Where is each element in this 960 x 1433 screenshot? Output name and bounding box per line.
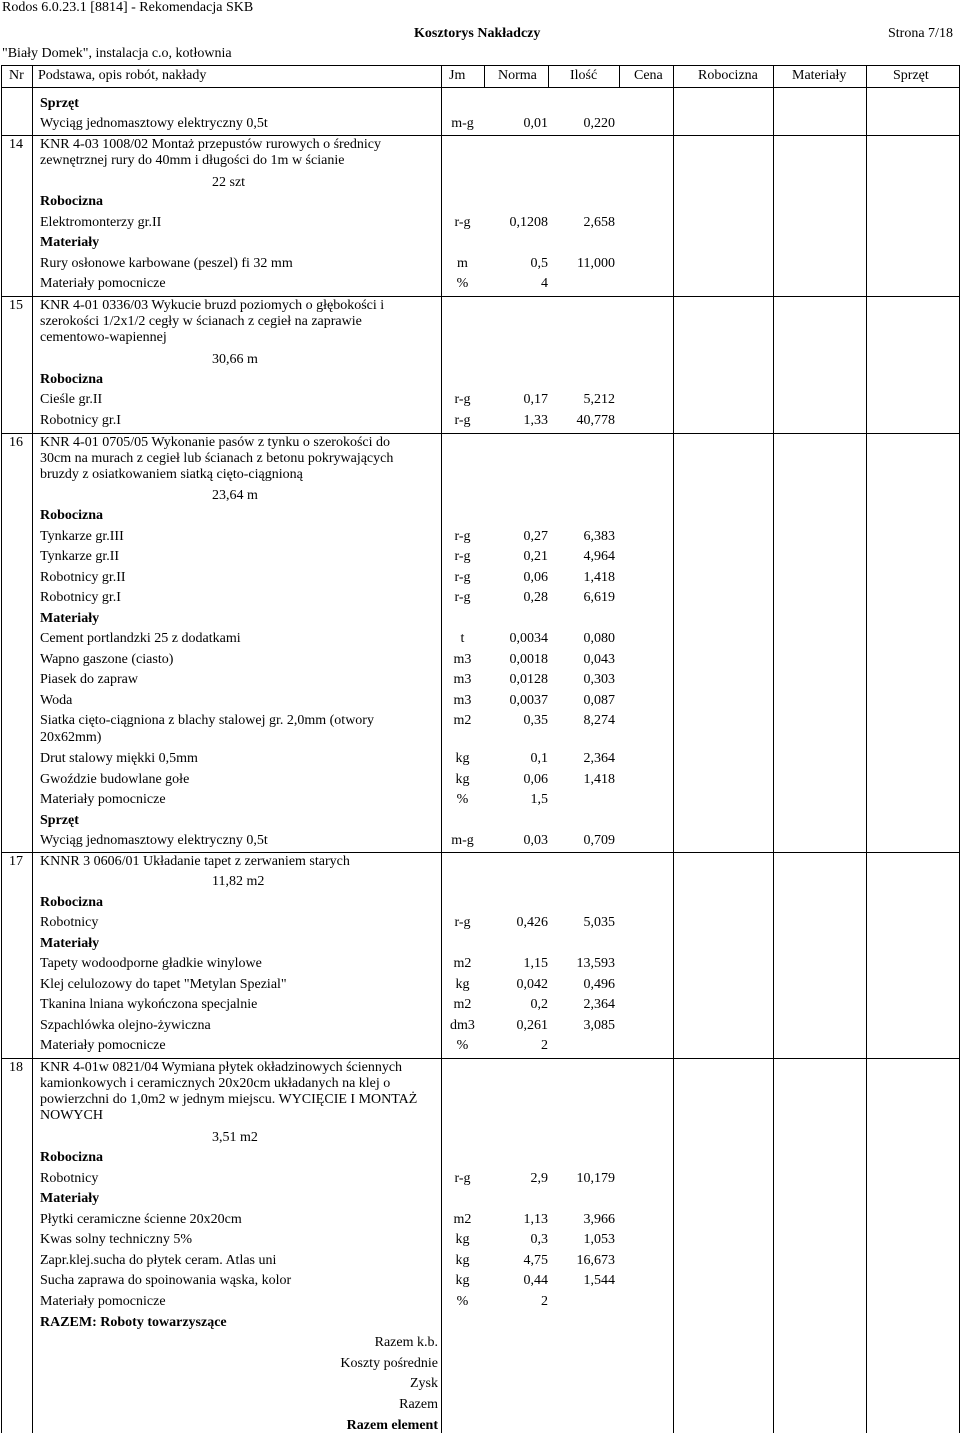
resource-quantity: 1,053	[583, 1232, 615, 1247]
resource-unit: r-g	[454, 215, 471, 230]
section-heading: Sprzęt	[40, 96, 79, 111]
resource-quantity: 4,964	[583, 549, 615, 564]
col-sprzet: Sprzęt	[893, 68, 929, 83]
resource-unit: kg	[455, 1253, 470, 1268]
resource-name: Woda	[40, 693, 73, 708]
resource-unit: r-g	[454, 549, 471, 564]
col-description: Podstawa, opis robót, nakłady	[38, 68, 207, 83]
col-robocizna: Robocizna	[698, 68, 758, 83]
header-cell-divider	[619, 65, 620, 87]
position-description: kamionkowych i ceramicznych 20x20cm układanych na klej o	[40, 1076, 391, 1091]
resource-name: Cieśle gr.II	[40, 392, 103, 407]
resource-name: Materiały pomocnicze	[40, 276, 166, 291]
resource-norm: 0,0034	[509, 631, 548, 646]
col-nr: Nr	[9, 68, 24, 83]
resource-norm: 0,042	[516, 977, 548, 992]
section-heading: Materiały	[40, 1191, 100, 1206]
resource-name: Tynkarze gr.II	[40, 549, 120, 564]
resource-quantity: 1,418	[583, 772, 615, 787]
project-name: "Biały Domek", instalacja c.o, kotłownia	[2, 46, 232, 61]
resource-unit: m2	[453, 1212, 472, 1227]
resource-name-cont: 20x62mm)	[40, 730, 102, 745]
resource-norm: 2	[541, 1038, 548, 1053]
column-divider	[32, 87, 33, 1433]
resource-quantity: 5,212	[583, 392, 615, 407]
resource-name: Tapety wodoodporne gładkie winylowe	[40, 956, 262, 971]
resource-unit: m-g	[451, 833, 474, 848]
position-description: bruzdy z osiatkowaniem siatką cięto-ciągnioną	[40, 467, 303, 482]
resource-name: Kwas solny techniczny 5%	[40, 1232, 193, 1247]
resource-name: Wyciąg jednomasztowy elektryczny 0,5t	[40, 116, 268, 131]
resource-norm: 4	[541, 276, 548, 291]
resource-name: Materiały pomocnicze	[40, 792, 166, 807]
resource-quantity: 6,619	[583, 590, 615, 605]
document-title: Kosztorys Nakładczy	[414, 26, 541, 41]
position-description: powierzchni do 1,0m2 w jednym miejscu. WYCIĘCIE I MONTAŻ	[40, 1092, 418, 1107]
resource-name: Klej celulozowy do tapet "Metylan Spezial"	[40, 977, 287, 992]
resource-norm: 0,1	[530, 751, 548, 766]
position-description: KNR 4-03 1008/02 Montaż przepustów rurowych o średnicy	[40, 137, 381, 152]
page-number: Strona 7/18	[888, 26, 953, 41]
header-cell-divider	[773, 65, 774, 87]
resource-quantity: 1,544	[583, 1273, 615, 1288]
section-heading: Materiały	[40, 936, 100, 951]
resource-unit: m-g	[451, 116, 474, 131]
resource-quantity: 11,000	[577, 256, 615, 271]
resource-quantity: 3,085	[583, 1018, 615, 1033]
resource-unit: m2	[453, 713, 472, 728]
position-number: 16	[9, 435, 23, 450]
resource-norm: 0,1208	[509, 215, 548, 230]
header-cell-divider	[32, 65, 33, 87]
resource-norm: 0,06	[523, 570, 548, 585]
resource-quantity: 10,179	[576, 1171, 615, 1186]
position-separator	[1, 1058, 960, 1059]
resource-unit: r-g	[454, 915, 471, 930]
resource-name: Płytki ceramiczne ścienne 20x20cm	[40, 1212, 242, 1227]
section-heading: Robocizna	[40, 895, 103, 910]
summary-label: Zysk	[410, 1376, 438, 1391]
resource-name: Zapr.klej.sucha do płytek ceram. Atlas uni	[40, 1253, 277, 1268]
resource-norm: 2	[541, 1294, 548, 1309]
resource-unit: r-g	[454, 590, 471, 605]
resource-name: Elektromonterzy gr.II	[40, 215, 162, 230]
resource-norm: 0,426	[516, 915, 548, 930]
position-quantity: 22 szt	[212, 175, 246, 190]
resource-unit: dm3	[450, 1018, 475, 1033]
resource-unit: r-g	[454, 392, 471, 407]
header-cell-divider	[1, 65, 2, 87]
position-number: 18	[9, 1060, 23, 1075]
position-description: szerokości 1/2x1/2 cegły w ścianach z cegieł na zaprawie	[40, 314, 362, 329]
summary-label: Koszty pośrednie	[340, 1356, 438, 1371]
resource-name: Gwoździe budowlane gołe	[40, 772, 190, 787]
resource-unit: t	[460, 631, 465, 646]
section-heading: Materiały	[40, 611, 100, 626]
resource-unit: m3	[453, 672, 472, 687]
resource-norm: 0,03	[523, 833, 548, 848]
header-cell-divider	[441, 65, 442, 87]
position-description: NOWYCH	[40, 1108, 103, 1123]
col-jm: Jm	[449, 68, 466, 83]
resource-quantity: 0,303	[583, 672, 615, 687]
position-number: 14	[9, 137, 23, 152]
resource-norm: 0,27	[523, 529, 548, 544]
column-divider	[673, 87, 674, 1433]
resource-quantity: 6,383	[583, 529, 615, 544]
position-separator	[1, 135, 960, 136]
resource-norm: 0,0018	[509, 652, 548, 667]
resource-name: Szpachlówka olejno-żywiczna	[40, 1018, 211, 1033]
resource-quantity: 2,364	[583, 751, 615, 766]
resource-quantity: 0,496	[583, 977, 615, 992]
resource-unit: r-g	[454, 1171, 471, 1186]
resource-norm: 0,17	[523, 392, 548, 407]
resource-unit: r-g	[454, 570, 471, 585]
header-cell-divider	[673, 65, 674, 87]
resource-norm: 0,0037	[509, 693, 548, 708]
resource-name: Robotnicy gr.II	[40, 570, 126, 585]
position-description: KNR 4-01 0705/05 Wykonanie pasów z tynku o szerokości do	[40, 435, 391, 450]
resource-unit: r-g	[454, 529, 471, 544]
position-description: zewnętrznej rury do 40mm i długości do 1m w ścianie	[40, 153, 345, 168]
position-separator	[1, 852, 960, 853]
resource-quantity: 1,418	[583, 570, 615, 585]
resource-quantity: 0,709	[583, 833, 615, 848]
col-ilosc: Ilość	[570, 68, 598, 83]
resource-unit: kg	[455, 751, 470, 766]
resource-norm: 2,9	[530, 1171, 548, 1186]
resource-norm: 0,28	[523, 590, 548, 605]
position-quantity: 30,66 m	[212, 352, 258, 367]
resource-norm: 0,44	[523, 1273, 548, 1288]
resource-name: Tkanina lniana wykończona specjalnie	[40, 997, 258, 1012]
col-cena: Cena	[634, 68, 663, 83]
summary-label: Razem element	[346, 1418, 438, 1433]
position-quantity: 3,51 m2	[212, 1130, 258, 1145]
header-cell-divider	[548, 65, 549, 87]
resource-norm: 1,15	[523, 956, 548, 971]
resource-norm: 0,01	[523, 116, 548, 131]
resource-quantity: 3,966	[583, 1212, 615, 1227]
resource-name: Robotnicy gr.I	[40, 590, 121, 605]
header-cell-divider	[866, 65, 867, 87]
resource-quantity: 0,087	[583, 693, 615, 708]
resource-quantity: 13,593	[576, 956, 615, 971]
resource-norm: 4,75	[523, 1253, 548, 1268]
position-quantity: 23,64 m	[212, 488, 258, 503]
resource-norm: 0,35	[523, 713, 548, 728]
resource-norm: 1,33	[523, 413, 548, 428]
resource-quantity: 40,778	[576, 413, 615, 428]
resource-unit: m3	[453, 652, 472, 667]
resource-name: Wapno gaszone (ciasto)	[40, 652, 174, 667]
resource-norm: 0,21	[523, 549, 548, 564]
resource-name: Robotnicy gr.I	[40, 413, 121, 428]
position-separator	[1, 296, 960, 297]
resource-quantity: 2,658	[583, 215, 615, 230]
resource-unit: m2	[453, 956, 472, 971]
section-heading: Sprzęt	[40, 813, 79, 828]
resource-unit: kg	[455, 977, 470, 992]
column-divider	[773, 87, 774, 1433]
resource-name: Siatka cięto-ciągniona z blachy stalowej gr. 2,0mm (otwory	[40, 713, 374, 728]
position-description: KNR 4-01 0336/03 Wykucie bruzd poziomych o głębokości i	[40, 298, 385, 313]
section-heading: Robocizna	[40, 194, 103, 209]
resource-unit: m3	[453, 693, 472, 708]
resource-norm: 1,13	[523, 1212, 548, 1227]
summary-label: Razem k.b.	[374, 1335, 438, 1350]
resource-unit: %	[456, 276, 469, 291]
resource-name: Wyciąg jednomasztowy elektryczny 0,5t	[40, 833, 268, 848]
position-number: 15	[9, 298, 23, 313]
position-number: 17	[9, 854, 23, 869]
position-separator	[1, 433, 960, 434]
resource-unit: kg	[455, 1232, 470, 1247]
position-description: cementowo-wapiennej	[40, 330, 167, 345]
resource-unit: %	[456, 792, 469, 807]
resource-unit: kg	[455, 1273, 470, 1288]
resource-unit: m2	[453, 997, 472, 1012]
position-description: KNR 4-01w 0821/04 Wymiana płytek okładzinowych ściennych	[40, 1060, 403, 1075]
resource-unit: r-g	[454, 413, 471, 428]
section-heading: Robocizna	[40, 508, 103, 523]
col-materialy: Materiały	[792, 68, 847, 83]
resource-unit: %	[456, 1038, 469, 1053]
resource-name: Robotnicy	[40, 915, 99, 930]
header-top-line	[1, 65, 960, 66]
resource-name: Materiały pomocnicze	[40, 1038, 166, 1053]
app-title: Rodos 6.0.23.1 [8814] - Rekomendacja SKB	[2, 0, 254, 15]
resource-norm: 0,3	[530, 1232, 548, 1247]
position-description: KNNR 3 0606/01 Układanie tapet z zerwaniem starych	[40, 854, 350, 869]
resource-name: Piasek do zapraw	[40, 672, 138, 687]
position-description: 30cm na murach z cegieł lub ścianach z betonu pokrywających	[40, 451, 394, 466]
resource-norm: 0,2	[530, 997, 548, 1012]
resource-norm: 0,06	[523, 772, 548, 787]
resource-name: Robotnicy	[40, 1171, 99, 1186]
resource-quantity: 0,080	[583, 631, 615, 646]
col-norma: Norma	[498, 68, 537, 83]
section-heading: Materiały	[40, 235, 100, 250]
resource-unit: kg	[455, 772, 470, 787]
resource-unit: m	[457, 256, 468, 271]
section-heading: RAZEM: Roboty towarzyszące	[40, 1315, 227, 1330]
resource-norm: 0,261	[516, 1018, 548, 1033]
resource-name: Materiały pomocnicze	[40, 1294, 166, 1309]
column-divider	[1, 87, 2, 1433]
resource-norm: 0,0128	[509, 672, 548, 687]
resource-name: Tynkarze gr.III	[40, 529, 124, 544]
resource-quantity: 0,043	[583, 652, 615, 667]
resource-quantity: 8,274	[583, 713, 615, 728]
section-heading: Robocizna	[40, 372, 103, 387]
column-divider	[866, 87, 867, 1433]
summary-label: Razem	[399, 1397, 438, 1412]
header-cell-divider	[484, 65, 485, 87]
resource-quantity: 5,035	[583, 915, 615, 930]
resource-name: Cement portlandzki 25 z dodatkami	[40, 631, 241, 646]
header-divider	[1, 87, 960, 88]
position-quantity: 11,82 m2	[212, 874, 265, 889]
resource-name: Drut stalowy miękki 0,5mm	[40, 751, 198, 766]
resource-quantity: 16,673	[576, 1253, 615, 1268]
resource-name: Sucha zaprawa do spoinowania wąska, kolor	[40, 1273, 292, 1288]
section-heading: Robocizna	[40, 1150, 103, 1165]
resource-quantity: 0,220	[583, 116, 615, 131]
resource-name: Rury osłonowe karbowane (peszel) fi 32 mm	[40, 256, 293, 271]
resource-norm: 0,5	[530, 256, 548, 271]
resource-quantity: 2,364	[583, 997, 615, 1012]
resource-norm: 1,5	[530, 792, 548, 807]
resource-unit: %	[456, 1294, 469, 1309]
